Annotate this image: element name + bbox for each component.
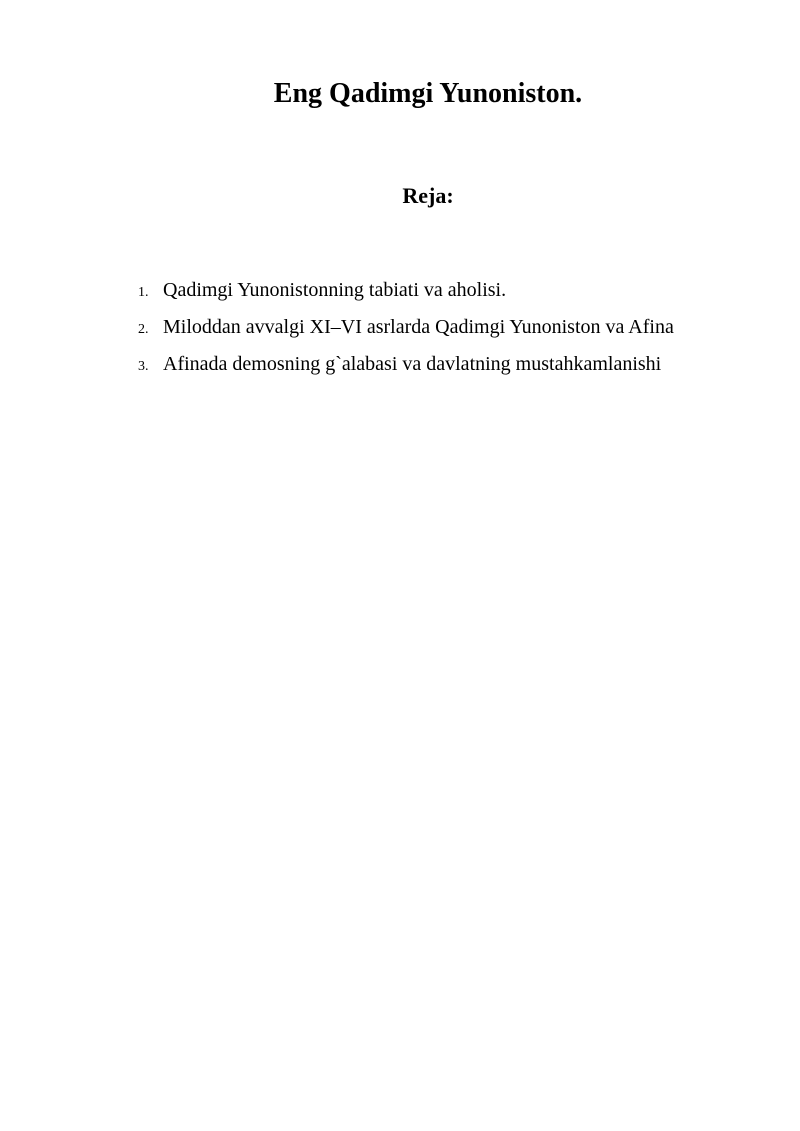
plan-item-text: Miloddan avvalgi XI–VI asrlarda Qadimgi Yunoniston va Afina — [163, 316, 674, 338]
plan-item-number: 2. — [138, 322, 149, 337]
plan-heading: Reja: — [402, 183, 454, 208]
plan-item — [138, 276, 778, 313]
plan-item-number: 3. — [138, 359, 149, 374]
plan-item — [138, 313, 778, 350]
document-title: Eng Qadimgi Yunoniston. — [273, 78, 583, 109]
plan-item — [138, 350, 778, 387]
plan-item-number: 1. — [138, 285, 149, 300]
plan-item-text: Qadimgi Yunonistonning tabiati va aholisi. — [163, 279, 507, 301]
plan-list — [138, 276, 778, 387]
plan-item-text: Afinada demosning g`alabasi va davlatning mustahkamlanishi — [163, 353, 662, 375]
